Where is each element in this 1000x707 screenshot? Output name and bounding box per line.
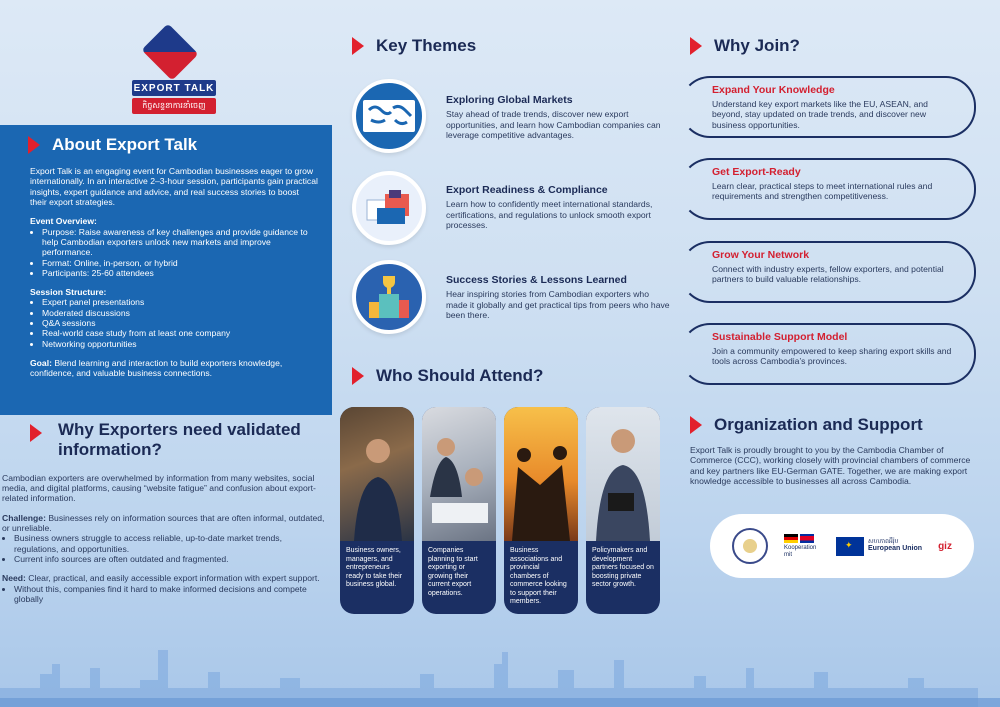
why-join-item-title: Expand Your Knowledge — [712, 84, 835, 96]
list-item: • Q&A sessions — [42, 318, 318, 328]
theme-title: Exploring Global Markets — [446, 94, 573, 106]
why-join-item — [680, 76, 976, 138]
challenge-text — [2, 513, 326, 534]
list-item: • Real-world case study from at least one company — [42, 328, 318, 338]
arrow-marker-icon — [28, 136, 40, 154]
need-list — [2, 584, 326, 605]
challenge-body: Businesses rely on information sources that are often informal, outdated, or unreliable. — [2, 512, 325, 534]
key-themes-heading — [352, 36, 476, 56]
logo-wordmark: EXPORT TALK — [132, 80, 216, 96]
theme-export-readiness — [446, 184, 671, 231]
partner-logos — [710, 514, 974, 578]
why-join-item-title: Sustainable Support Model — [712, 331, 848, 343]
list-item: • Purpose: Raise awareness of key challenges and provide guidance to help Cambodian exporters unlock new markets and improve performance. — [42, 227, 318, 258]
list-item: • Networking opportunities — [42, 339, 318, 349]
card-caption: Business owners, managers, and entrepreneurs ready to take their business global. — [346, 547, 403, 589]
why-join-item-text: Understand key export markets like the EU, ASEAN, and beyond, stay updated on trade trends, and discover new business opportunities. — [712, 99, 928, 130]
who-attend-heading — [352, 366, 543, 386]
about-intro: Export Talk is an engaging event for Cambodian businesses eager to grow internationally. In an interactive 2–3-hour session, participants gain practical insights, expert guidance and advice, and real success stories to boost their export strategies. — [30, 166, 318, 207]
card-caption: Policymakers and development partners focused on boosting private sector growth. — [592, 547, 654, 589]
eu-text: European Union — [868, 545, 923, 553]
card-caption: Companies planning to start exporting or growing their current export operations. — [428, 547, 478, 597]
meeting-people-icon — [422, 407, 496, 541]
why-join-item-title: Get Export-Ready — [712, 166, 801, 178]
organization-section — [690, 415, 980, 486]
attendee-card-companies — [422, 407, 496, 614]
goal-label: Goal: — [30, 358, 52, 368]
why-join-item — [680, 158, 976, 220]
logo-khmer-text: កិច្ចសន្ទនាការនាំចេញ — [132, 98, 216, 114]
person-silhouette-icon — [340, 407, 414, 541]
documents-icon — [361, 186, 417, 230]
why-exporters-section — [2, 420, 326, 604]
theme-title: Export Readiness & Compliance — [446, 184, 608, 196]
world-map-icon — [361, 96, 417, 136]
cambodia-flag-icon — [800, 534, 814, 543]
german-cooperation-logo — [784, 534, 820, 559]
why-join-title: Why Join? — [714, 36, 800, 55]
photo-policymaker — [586, 407, 660, 541]
list-item: • Participants: 25-60 attendees — [42, 268, 318, 278]
list-item: • Business owners struggle to access reliable, up-to-date market trends, regulations, and opportunities. — [14, 533, 326, 554]
german-cooperation-text: Kooperation mit — [784, 544, 817, 558]
attendee-card-associations — [504, 407, 578, 614]
ccc-logo-icon — [732, 528, 768, 564]
list-item: • Format: Online, in-person, or hybrid — [42, 258, 318, 268]
challenge-label: Challenge: — [2, 512, 46, 523]
logo-badge-icon — [141, 23, 198, 80]
arrow-marker-icon — [690, 416, 702, 434]
list-item: • Expert panel presentations — [42, 297, 318, 307]
arrow-marker-icon — [690, 37, 702, 55]
why-exporters-intro: Cambodian exporters are overwhelmed by information from many websites, social media, and digital platforms, causing “website fatigue” and confusion about export-related information. — [2, 472, 316, 504]
trophy-icon — [361, 272, 417, 322]
need-label: Need: — [2, 573, 26, 584]
city-skyline-illustration — [0, 628, 1000, 707]
why-join-heading — [690, 36, 800, 56]
goal-body: Blend learning and interaction to build exporters knowledge, confidence, and valuable business connections. — [30, 358, 283, 379]
theme-title: Success Stories & Lessons Learned — [446, 274, 627, 286]
theme-success-stories — [446, 274, 671, 321]
list-item: • Current info sources are often outdated and fragmented. — [14, 554, 326, 564]
about-panel — [0, 125, 332, 415]
arrow-marker-icon — [352, 367, 364, 385]
who-attend-title: Who Should Attend? — [376, 366, 544, 385]
eu-logo — [836, 537, 922, 556]
why-join-item — [680, 323, 976, 385]
why-exporters-title: Why Exporters need validated information? — [58, 420, 301, 460]
why-join-item-text: Join a community empowered to keep sharing export skills and tools across Cambodia’s provinces. — [712, 346, 952, 367]
theme-description: Stay ahead of trade trends, discover new export opportunities, and learn how Cambodian companies can leverage competitive advantages. — [446, 109, 661, 141]
theme-global-markets — [446, 94, 671, 141]
theme-image-success — [352, 260, 426, 334]
key-themes-title: Key Themes — [376, 36, 477, 55]
overview-list — [30, 227, 318, 279]
giz-logo: giz — [938, 540, 952, 552]
structure-list — [30, 297, 318, 349]
attendee-card-policymakers — [586, 407, 660, 614]
theme-image-global-markets — [352, 79, 426, 153]
why-join-item-text: Connect with industry experts, fellow exporters, and potential partners to build valuable relationships. — [712, 264, 944, 285]
about-title: About Export Talk — [52, 135, 198, 154]
list-item: • Moderated discussions — [42, 308, 318, 318]
organization-heading — [690, 415, 980, 435]
export-talk-logo — [132, 26, 216, 118]
why-join-item-text: Learn clear, practical steps to meet international rules and requirements and strengthen competitiveness. — [712, 181, 933, 202]
challenge-list — [2, 533, 326, 564]
eu-flag-icon — [836, 537, 864, 556]
organization-text: Export Talk is proudly brought to you by the Cambodia Chamber of Commerce (CCC), working closely with provincial chambers of commerce and key partners like EU-German GATE. Together, we are making export knowledge accessible to businesses all across Cambodia. — [690, 445, 971, 486]
why-join-item — [680, 241, 976, 303]
card-caption: Business associations and provincial chambers of commerce looking to support their members. — [510, 547, 567, 606]
why-join-item-title: Grow Your Network — [712, 249, 810, 261]
arrow-marker-icon — [30, 424, 42, 442]
structure-label: Session Structure: — [30, 287, 107, 298]
list-item: • Without this, companies find it hard to make informed decisions and compete globally — [14, 584, 326, 605]
photo-business-owner — [340, 407, 414, 541]
photo-handshake — [504, 407, 578, 541]
about-heading — [28, 135, 318, 155]
need-text — [2, 573, 326, 583]
germany-flag-icon — [784, 534, 798, 543]
theme-image-readiness — [352, 171, 426, 245]
attendee-card-owners — [340, 407, 414, 614]
handshake-silhouette-icon — [504, 407, 578, 541]
theme-description: Hear inspiring stories from Cambodian exporters who made it globally and get practical tips from peers who have been there. — [446, 289, 670, 321]
theme-description: Learn how to confidently meet international standards, certifications, and regulations to unlock smooth export processes. — [446, 199, 653, 231]
arrow-marker-icon — [352, 37, 364, 55]
person-tablet-icon — [586, 407, 660, 541]
overview-label: Event Overview: — [30, 216, 97, 227]
goal-text — [30, 358, 318, 379]
organization-title: Organization and Support — [714, 415, 923, 434]
eu-khmer-text: សហភាពអឺរ៉ុប — [868, 538, 899, 545]
need-body: Clear, practical, and easily accessible export information with expert support. — [25, 573, 320, 584]
photo-companies — [422, 407, 496, 541]
